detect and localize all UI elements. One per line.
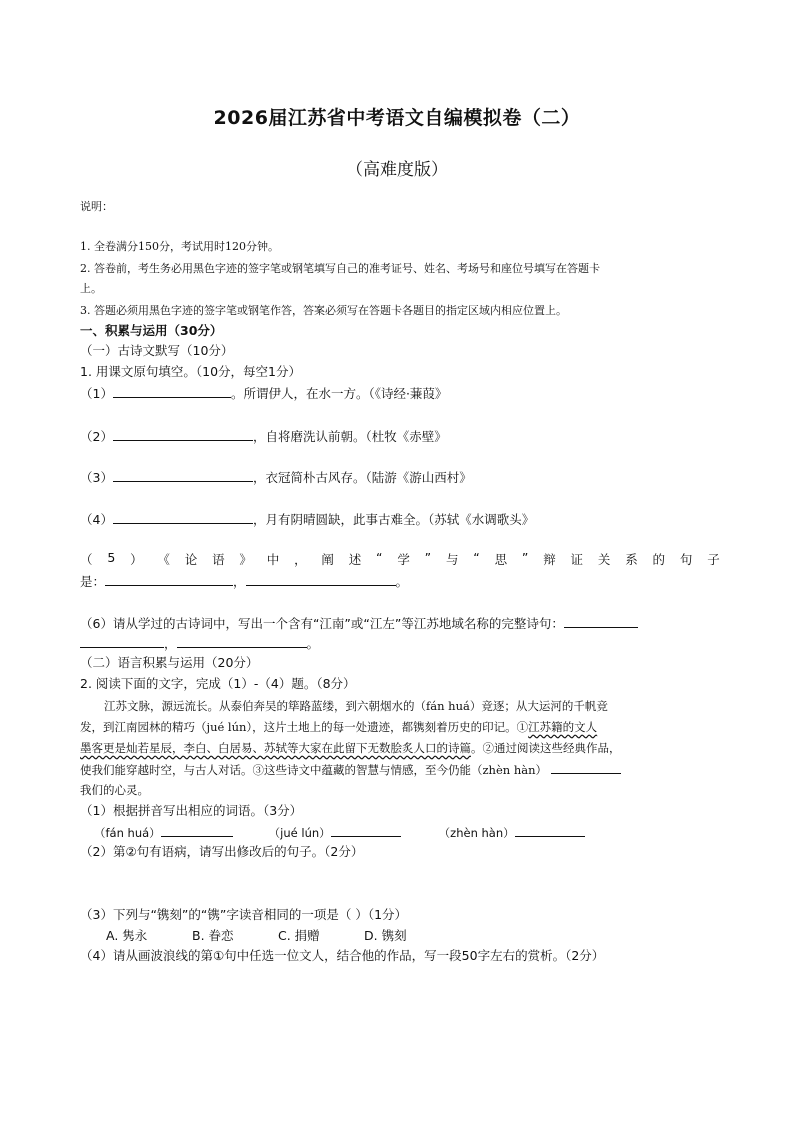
answer-blank-py3[interactable] (515, 823, 585, 837)
question-1-stem: 1. 用课文原句填空。（10分，每空1分） (80, 364, 302, 379)
option-c[interactable]: C. 捐赠 (278, 928, 320, 943)
option-a[interactable]: A. 隽永 (106, 928, 148, 943)
q5-char: ） (130, 552, 143, 567)
fill-line-5-cont (80, 572, 408, 591)
q5-char: “ (376, 550, 383, 565)
fill-line-2-suffix: ，自将磨洗认前朝。（杜牧《赤壁》 (252, 429, 447, 444)
question-2-stem: 2. 阅读下面的文字，完成（1）-（4）题。（8分） (80, 676, 356, 691)
q5-char: ， (294, 552, 307, 567)
fill-line-3-prefix: （3） (80, 470, 113, 485)
passage-text: 发，到江南园林的精巧（jué lún），这片土地上的每一处遗迹，都镌刻着历史的印记。① (80, 720, 529, 734)
answer-blank-4[interactable] (113, 510, 253, 524)
subquestion-1: （1）根据拼音写出相应的词语。（3分） (80, 803, 303, 818)
answer-blank-5b[interactable] (246, 572, 396, 586)
option-b[interactable]: B. 眷恋 (192, 928, 234, 943)
answer-blank-3[interactable] (113, 468, 253, 482)
passage-text: 使我们能穿越时空，与古人对话。③这些诗文中蕴藏的智慧与情感，至今仍能（zhèn hàn） (80, 763, 547, 777)
subquestion-3: （3）下列与“镌刻”的“镌”字读音相同的一项是（ ）（1分） (80, 907, 408, 922)
part-heading-2: （二）语言积累与运用（20分） (80, 655, 259, 670)
wavy-underlined-text: 江苏籍的文人 (528, 720, 598, 734)
answer-blank-6a[interactable] (564, 614, 638, 628)
answer-blank-py2[interactable] (331, 823, 401, 837)
answer-blank-2[interactable] (113, 427, 253, 441)
instructions-heading: 说明： (80, 200, 113, 213)
subquestion-4: （4）请从画波浪线的第①句中任选一位文人，结合他的作品，写一段50字左右的赏析。（2分） (80, 948, 605, 963)
passage-text: 。②通过阅读这些经典作品， (471, 741, 621, 755)
fill-line-6 (80, 614, 638, 633)
fill-line-1-suffix: 。所谓伊人，在水一方。（《诗经·蒹葭》 (230, 386, 448, 401)
q5-char: 思 (494, 552, 508, 567)
q5-char: ” (521, 550, 529, 565)
instruction-item-1: 1. 全卷满分150分，考试用时120分钟。 (80, 240, 279, 253)
instruction-item-2-cont: 上。 (80, 282, 102, 295)
fill-line-6-text: （6）请从学过的古诗词中，写出一个含有“江南”或“江左”等江苏地域名称的完整诗句： (80, 616, 564, 631)
q5-char: （ (80, 552, 93, 567)
fill-line-4-prefix: （4） (80, 512, 113, 527)
q5-char: 子 (707, 552, 720, 567)
passage-line-1: 江苏文脉，源远流长。从泰伯奔吴的筚路蓝缕，到六朝烟水的（fán huá）竞逐；从大运河的千帆竞 (104, 699, 608, 713)
passage-line-2 (80, 718, 597, 736)
fill-line-5 (80, 550, 720, 568)
q5-char: “ (473, 550, 480, 565)
instruction-item-2: 2. 答卷前，考生务必用黑色字迹的签字笔或钢笔填写自己的准考证号、姓名、考场号和座位号填写在答题卡 (80, 262, 600, 275)
q5-char: 学 (397, 552, 410, 567)
fill-line-4 (80, 510, 534, 529)
fill-line-2-prefix: （2） (80, 429, 113, 444)
q5-char: 论 (184, 552, 198, 567)
fill-line-1 (80, 384, 447, 403)
page-subtitle: （高难度版） (346, 160, 448, 180)
q5-char: 》 (239, 552, 252, 567)
q5-char: 5 (107, 550, 116, 565)
answer-blank-1[interactable] (113, 384, 231, 398)
answer-blank-5a[interactable] (105, 572, 233, 586)
fill-line-2 (80, 427, 447, 446)
wavy-underlined-text: 墨客更是灿若星辰，李白、白居易、苏轼等大家在此留下无数脍炙人口的诗篇 (80, 741, 471, 755)
q5-char: 中 (266, 552, 280, 567)
fill-line-3 (80, 468, 472, 487)
answer-blank-py1[interactable] (161, 823, 233, 837)
fill-line-5-prefix: 是： (80, 574, 106, 589)
comma: ， (233, 574, 246, 589)
q5-char: 述 (348, 552, 362, 567)
pinyin-row (94, 823, 585, 842)
q5-char: 辩 (543, 552, 556, 567)
answer-blank-6b[interactable] (80, 634, 164, 648)
subquestion-2: （2）第②句有语病，请写出修改后的句子。（2分） (80, 844, 364, 859)
pinyin-2: （jué lún） (268, 826, 331, 840)
passage-line-3 (80, 739, 621, 757)
fill-line-4-suffix: ，月有阴晴圆缺，此事古难全。（苏轼《水调歌头》 (252, 512, 535, 527)
fill-line-1-prefix: （1） (80, 386, 113, 401)
option-d[interactable]: D. 镌刻 (364, 928, 407, 943)
comma: ， (164, 636, 177, 651)
q5-char: 系 (625, 552, 638, 567)
period: 。 (306, 636, 320, 651)
pinyin-3: （zhèn hàn） (438, 826, 515, 840)
page-title: 2026届江苏省中考语文自编模拟卷（二） (213, 107, 581, 129)
passage-line-4 (80, 760, 621, 779)
q5-char: 《 (157, 552, 170, 567)
period: 。 (395, 574, 409, 589)
q5-char: 关 (597, 552, 611, 567)
q5-char: 语 (212, 552, 225, 567)
section-heading: 一、积累与运用（30分） (80, 323, 223, 338)
q5-char: 证 (570, 552, 584, 567)
part-heading-1: （一）古诗文默写（10分） (80, 343, 234, 358)
q5-char: ” (424, 550, 432, 565)
answer-blank-6c[interactable] (177, 634, 307, 648)
passage-line-5: 我们的心灵。 (80, 783, 149, 797)
instruction-item-3: 3. 答题必须用黑色字迹的签字笔或钢笔作答，答案必须写在答题卡各题目的指定区域内相应位置上。 (80, 304, 567, 317)
fill-line-3-suffix: ，衣冠简朴古风存。（陆游《游山西村》 (252, 470, 472, 485)
fill-line-6-cont (80, 634, 319, 653)
answer-blank-zhenhan[interactable] (551, 760, 621, 774)
q5-char: 的 (652, 552, 666, 567)
q5-char: 句 (679, 552, 693, 567)
options-row (106, 927, 450, 945)
q5-char: 与 (445, 552, 459, 567)
q5-char: 阐 (321, 552, 334, 567)
pinyin-1: （fán huá） (94, 826, 161, 840)
